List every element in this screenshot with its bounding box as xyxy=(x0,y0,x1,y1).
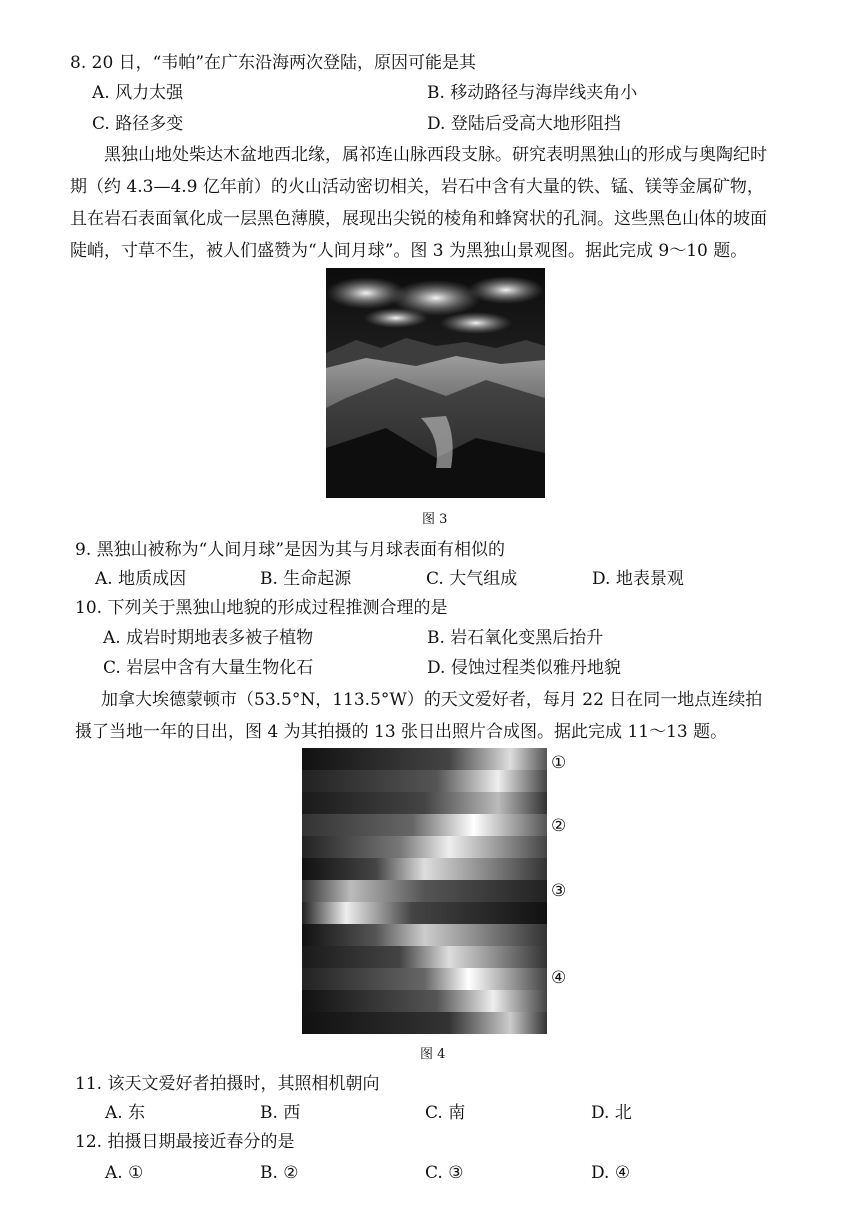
q12-option-d: D. ④ xyxy=(591,1163,631,1183)
fig4-marker-2: ② xyxy=(551,816,567,836)
q11-stem: 11. 该天文爱好者拍摄时，其照相机朝向 xyxy=(75,1074,380,1094)
q12-option-a: A. ① xyxy=(105,1163,144,1183)
fig4-marker-1: ① xyxy=(551,753,567,773)
fig3-caption: 图 3 xyxy=(422,512,448,527)
q8-stem: 8. 20 日，“韦帕”在广东沿海两次登陆，原因可能是其 xyxy=(70,53,477,73)
landscape-illustration xyxy=(326,268,545,498)
heidushan-landscape-photo xyxy=(326,268,545,498)
q12-option-c: C. ③ xyxy=(425,1163,464,1183)
q10-option-d: D. 侵蚀过程类似雅丹地貌 xyxy=(427,658,621,678)
q11-option-c: C. 南 xyxy=(425,1103,466,1123)
q9-option-a: A. 地质成因 xyxy=(95,569,187,589)
q10-option-b: B. 岩石氧化变黑后抬升 xyxy=(427,628,604,648)
q11-option-a: A. 东 xyxy=(105,1103,146,1123)
fig4-marker-4: ④ xyxy=(551,968,567,988)
q9-option-c: C. 大气组成 xyxy=(426,569,518,589)
q10-option-a: A. 成岩时期地表多被子植物 xyxy=(103,628,314,648)
passage-heidushan: 黑独山地处柴达木盆地西北缘，属祁连山脉西段支脉。研究表明黑独山的形成与奥陶纪时期（约 4.3—4.9 亿年前）的火山活动密切相关，岩石中含有大量的铁、锰、镁等金属矿物，且在岩石表面氧化成一层黑色薄膜，展现出尖锐的棱角和蜂窝状的孔洞。这些黑色山体的坡面陡峭，寸草不生，被人们盛赞为“人间月球”。图 3 为黑独山景观图。据此完成 9～10 题。 xyxy=(70,145,767,261)
q12-stem: 12. 拍摄日期最接近春分的是 xyxy=(75,1132,295,1152)
fig4-caption: 图 4 xyxy=(420,1047,446,1062)
sunrise-composite-photo xyxy=(302,748,547,1034)
q10-option-c: C. 岩层中含有大量生物化石 xyxy=(103,658,314,678)
passage-edmonton: 加拿大埃德蒙顿市（53.5°N，113.5°W）的天文爱好者，每月 22 日在同一地点连续拍摄了当地一年的日出，图 4 为其拍摄的 13 张日出照片合成图。据此完成 11～13 题。 xyxy=(75,690,763,742)
q9-option-d: D. 地表景观 xyxy=(592,569,684,589)
q11-option-d: D. 北 xyxy=(591,1103,632,1123)
q12-option-b: B. ② xyxy=(260,1163,299,1183)
q8-option-c: C. 路径多变 xyxy=(92,114,184,134)
fig4-marker-3: ③ xyxy=(551,881,567,901)
q10-stem: 10. 下列关于黑独山地貌的形成过程推测合理的是 xyxy=(75,598,448,618)
q8-option-a: A. 风力太强 xyxy=(92,83,184,103)
q11-option-b: B. 西 xyxy=(260,1103,301,1123)
q9-stem: 9. 黑独山被称为“人间月球”是因为其与月球表面有相似的 xyxy=(75,540,506,560)
q8-option-b: B. 移动路径与海岸线夹角小 xyxy=(427,83,638,103)
q8-option-d: D. 登陆后受高大地形阻挡 xyxy=(427,114,621,134)
q9-option-b: B. 生命起源 xyxy=(260,569,352,589)
